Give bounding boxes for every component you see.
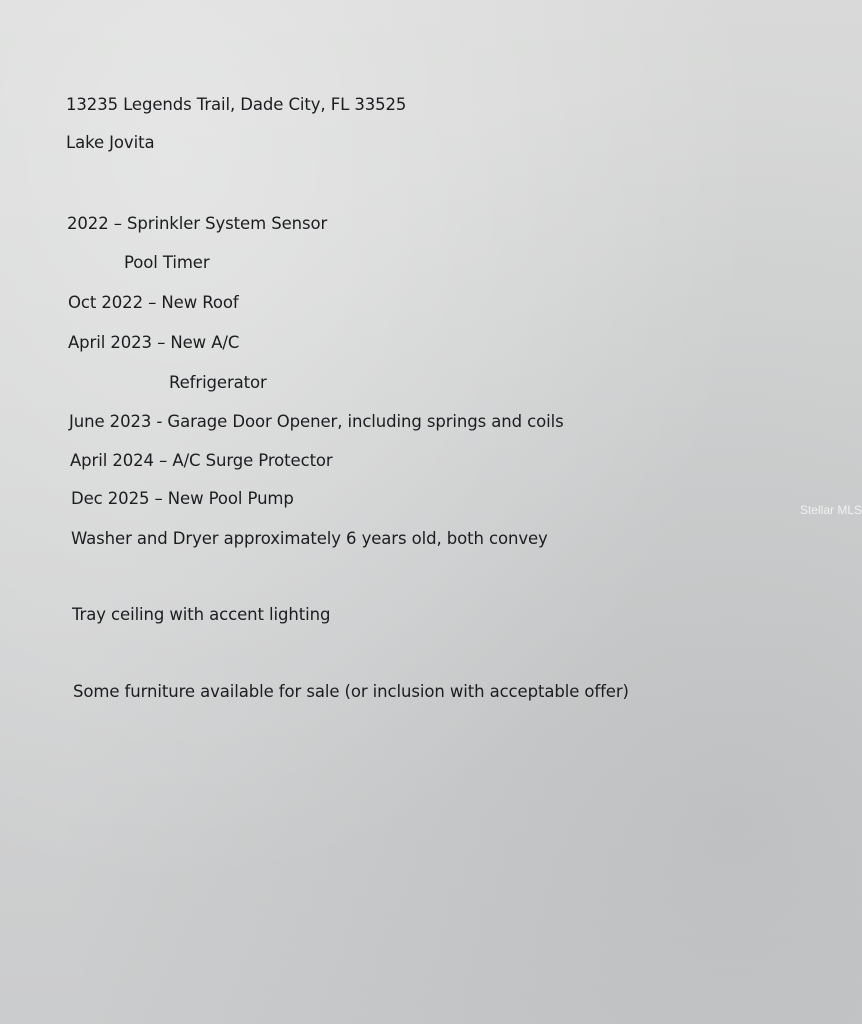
list-item: Pool Timer (124, 253, 210, 272)
list-item: Oct 2022 – New Roof (68, 293, 239, 312)
furniture-note: Some furniture available for sale (or inclusion with acceptable offer) (73, 682, 629, 701)
list-item: Washer and Dryer approximately 6 years old, both convey (71, 529, 548, 548)
list-item: June 2023 - Garage Door Opener, including springs and coils (69, 412, 564, 431)
list-item: April 2024 – A/C Surge Protector (70, 451, 333, 470)
property-address: 13235 Legends Trail, Dade City, FL 33525 (66, 95, 407, 114)
watermark: Stellar MLS (799, 503, 862, 517)
list-item: Refrigerator (169, 373, 267, 392)
list-item: April 2023 – New A/C (68, 333, 240, 352)
community-name: Lake Jovita (66, 133, 155, 152)
list-item: 2022 – Sprinkler System Sensor (67, 214, 328, 233)
list-item: Dec 2025 – New Pool Pump (71, 489, 294, 508)
feature-note: Tray ceiling with accent lighting (72, 605, 331, 624)
